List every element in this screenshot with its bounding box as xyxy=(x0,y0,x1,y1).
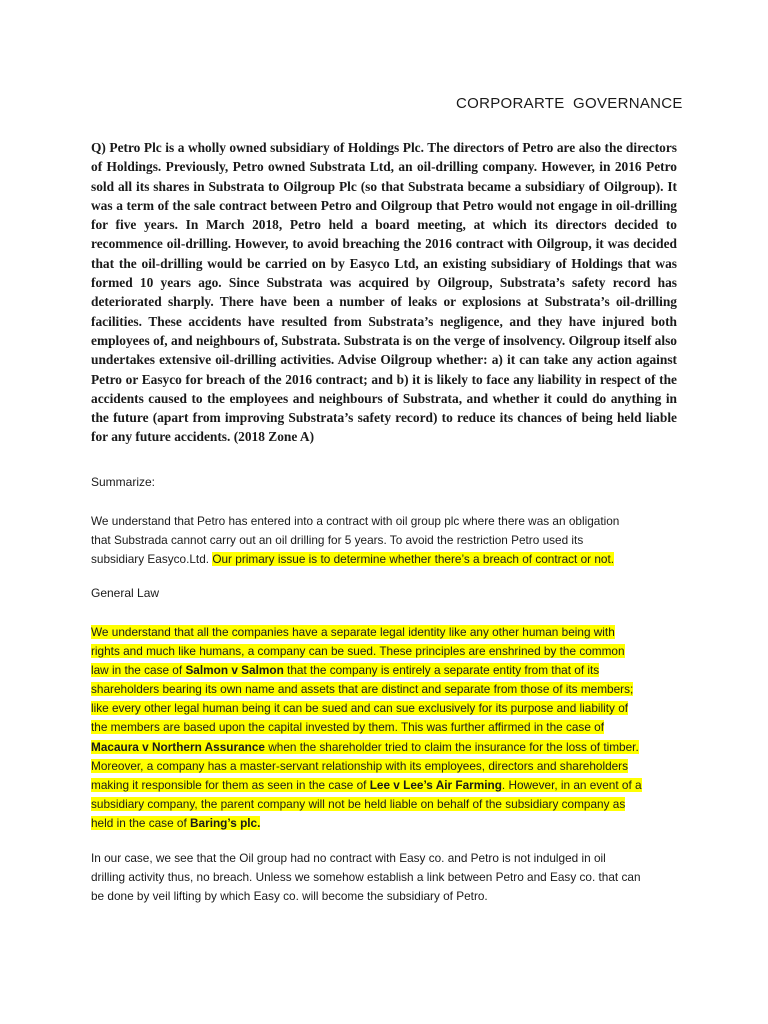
highlighted-text: like every other legal human being it can be sued and can sue exclusively for its purpose and liability of xyxy=(91,701,629,716)
summarize-text: subsidiary Easyco.Ltd. xyxy=(91,552,213,567)
highlighted-text: when the shareholder tried to claim the insurance for the loss of timber. xyxy=(264,739,639,754)
general-law-line xyxy=(91,623,671,642)
highlighted-text: held in the case of xyxy=(91,815,191,830)
highlighted-text: Moreover, a company has a master-servant relationship with its employees, directors and shareholders xyxy=(91,758,629,773)
general-law-line xyxy=(91,757,671,776)
highlighted-text: making it responsible for them as seen in the case of xyxy=(91,777,370,792)
summarize-line xyxy=(91,550,671,569)
summarize-line: that Substrada cannot carry out an oil drilling for 5 years. To avoid the restriction Petro used its xyxy=(91,533,584,548)
case-name: Lee v Lee’s Air Farming xyxy=(369,777,502,792)
highlighted-text: subsidiary company, the parent company will not be held liable on behalf of the subsidiary company as xyxy=(91,796,626,811)
our-case-paragraph xyxy=(91,849,671,906)
primary-issue-highlight: Our primary issue is to determine whether there’s a breach of contract or not. xyxy=(212,552,615,567)
general-law-line xyxy=(91,718,671,737)
question-paragraph: Q) Petro Plc is a wholly owned subsidiary of Holdings Plc. The directors of Petro are also the directors of Holdings. Previously, Petro owned Substrata Ltd, an oil-drilling company. However, in 2016 Petro sold all its shares in Substrata to Oilgroup Plc (so that Substrata became a subsidiary of Oilgroup). It was a term of the sale contract between Petro and Oilgroup that Petro would not engage in oil-drilling for five years. In March 2018, Petro held a board meeting, at which its directors decided to recommence oil-drilling. However, to avoid breaching the 2016 contract with Oilgroup, it was decided that the oil-drilling would be carried on by Easyco Ltd, an existing subsidiary of Holdings that was formed 10 years ago. Since Substrata was acquired by Oilgroup, Substrata’s safety record has deteriorated sharply. There have been a number of leaks or explosions at Substrata’s oil-drilling facilities. These accidents have resulted from Substrata’s negligence, and they have injured both employees of, and neighbours of, Substrata. Substrata is on the verge of insolvency. Oilgroup itself also undertakes extensive oil-drilling activities. Advise Oilgroup whether: a) it can take any action against Petro or Easyco for breach of the 2016 contract; and b) it is likely to face any liability in respect of the accidents caused to the employees and neighbours of Substrata, and whether it could do anything in the future (apart from improving Substrata’s safety record) to reduce its chances of being held liable for any future accidents. (2018 Zone A) xyxy=(91,140,677,445)
highlighted-text: that the company is entirely a separate entity from that of its xyxy=(283,663,600,678)
general-law-line xyxy=(91,680,671,699)
general-law-line xyxy=(91,814,671,833)
our-case-line: drilling activity thus, no breach. Unless we somehow establish a link between Petro and Easy co. that can xyxy=(91,870,641,885)
highlighted-text: law in the case of xyxy=(91,663,186,678)
document-title: CORPORARTE GOVERNANCE xyxy=(456,95,683,112)
summarize-line: We understand that Petro has entered into a contract with oil group plc where there was an obligation xyxy=(91,514,620,528)
highlighted-text: We understand that all the companies have a separate legal identity like any other human being with xyxy=(91,625,615,639)
highlighted-text: rights and much like humans, a company can be sued. These principles are enshrined by the common xyxy=(91,644,625,659)
our-case-line: be done by veil lifting by which Easy co. will become the subsidiary of Petro. xyxy=(91,889,488,904)
case-name: Baring’s plc. xyxy=(190,815,261,830)
case-name: Macaura v Northern Assurance xyxy=(91,739,265,754)
general-law-line xyxy=(91,738,671,757)
general-law-heading: General Law xyxy=(91,586,160,600)
general-law-line xyxy=(91,795,671,814)
general-law-line xyxy=(91,699,671,718)
highlighted-text: the members are based upon the capital invested by them. This was further affirmed in the case of xyxy=(91,720,605,735)
case-name: Salmon v Salmon xyxy=(185,663,284,678)
general-law-paragraph xyxy=(91,623,671,833)
highlighted-text: . However, in an event of a xyxy=(501,777,642,792)
summarize-paragraph xyxy=(91,512,671,569)
summarize-heading: Summarize: xyxy=(91,475,156,489)
our-case-line: In our case, we see that the Oil group had no contract with Easy co. and Petro is not indulged in oil xyxy=(91,851,606,865)
general-law-line xyxy=(91,661,671,680)
general-law-line xyxy=(91,642,671,661)
highlighted-text: shareholders bearing its own name and assets that are distinct and separate from those of its members; xyxy=(91,682,634,697)
general-law-line xyxy=(91,776,671,795)
